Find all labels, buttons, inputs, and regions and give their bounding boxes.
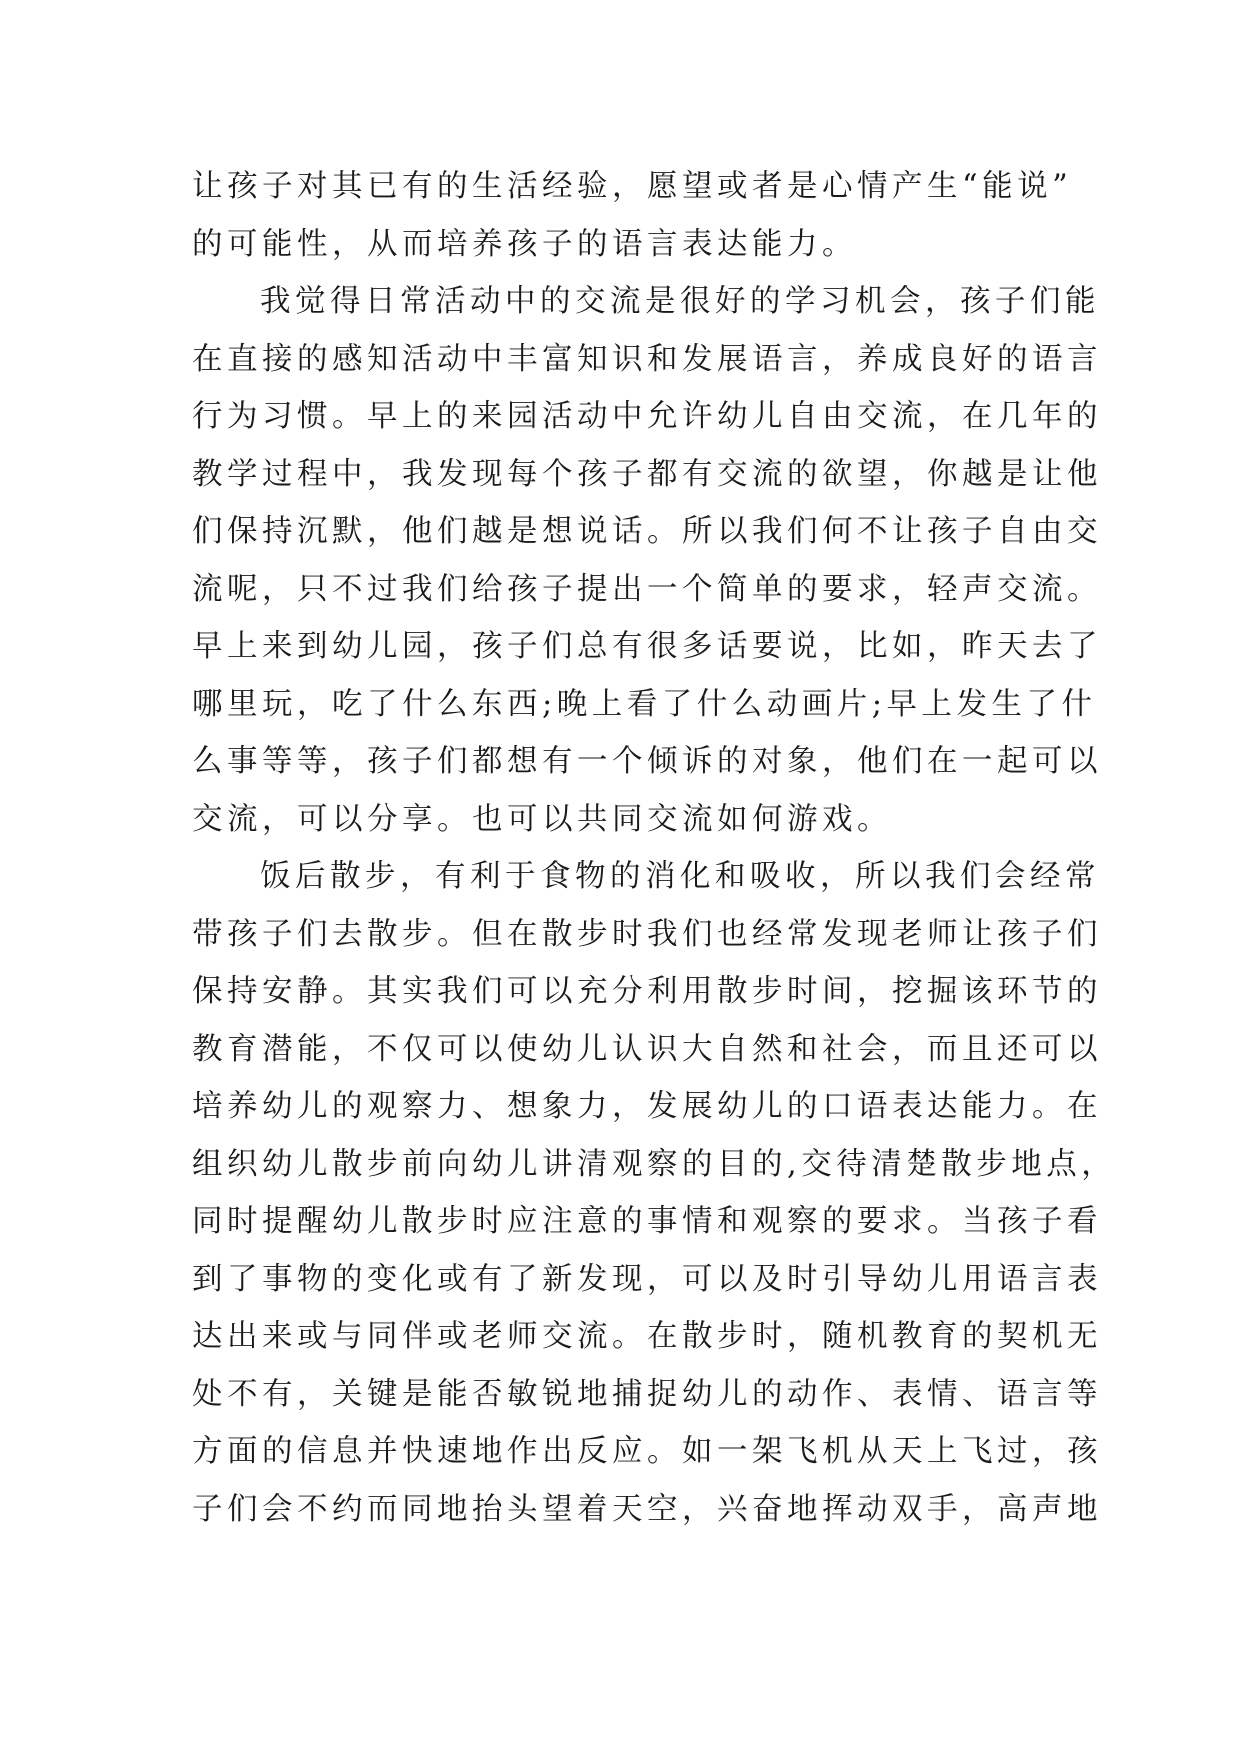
paragraph-2-line-3: 行为习惯。早上的来园活动中允许幼儿自由交流，在几年的 [192,399,1102,434]
paragraph-2-line-2: 在直接的感知活动中丰富知识和发展语言，养成良好的语言 [192,341,1102,377]
paragraph-2-line-5: 们保持沉默，他们越是想说话。所以我们何不让孩子自由交 [192,514,1102,549]
paragraph-3-line-4: 教育潜能，不仅可以使幼儿认识大自然和社会，而且还可以 [192,1031,1102,1067]
paragraph-2-line-7: 早上来到幼儿园，孩子们总有很多话要说，比如，昨天去了 [192,629,1102,664]
paragraph-3-line-6: 组织幼儿散步前向幼儿讲清观察的目的,交待清楚散步地点， [192,1146,1117,1182]
paragraph-1-line-1: 让孩子对其已有的生活经验，愿望或者是心情产生“能说” [192,169,1073,204]
paragraph-2-line-9: 么事等等，孩子们都想有一个倾诉的对象，他们在一起可以 [192,744,1102,779]
paragraph-3-line-3: 保持安静。其实我们可以充分利用散步时间，挖掘该环节的 [192,974,1102,1009]
paragraph-3-line-8: 到了事物的变化或有了新发现，可以及时引导幼儿用语言表 [192,1261,1102,1297]
paragraph-3-line-1: 饭后散步，有利于食物的消化和吸收，所以我们会经常 [260,859,1100,894]
paragraph-3-line-9: 达出来或与同伴或老师交流。在散步时，随机教育的契机无 [192,1319,1102,1354]
paragraph-3-line-10: 处不有，关键是能否敏锐地捕捉幼儿的动作、表情、语言等 [192,1376,1102,1412]
paragraph-3-line-5: 培养幼儿的观察力、想象力，发展幼儿的口语表达能力。在 [192,1089,1102,1124]
paragraph-1-line-2: 的可能性，从而培养孩子的语言表达能力。 [192,226,857,262]
paragraph-2-line-1: 我觉得日常活动中的交流是很好的学习机会，孩子们能 [260,284,1100,319]
paragraph-2-line-8: 哪里玩，吃了什么东西;晚上看了什么动画片;早上发生了什 [192,686,1097,722]
body-text [192,158,1117,1538]
paragraph-2-line-6: 流呢，只不过我们给孩子提出一个简单的要求，轻声交流。 [192,571,1102,607]
paragraph-2-line-4: 教学过程中，我发现每个孩子都有交流的欲望，你越是让他 [192,456,1102,492]
paragraph-3-line-12: 子们会不约而同地抬头望着天空，兴奋地挥动双手，高声地 [192,1491,1102,1527]
paragraph-3-line-11: 方面的信息并快速地作出反应。如一架飞机从天上飞过，孩 [192,1434,1102,1469]
paragraph-3-line-2: 带孩子们去散步。但在散步时我们也经常发现老师让孩子们 [192,916,1102,952]
paragraph-3-line-7: 同时提醒幼儿散步时应注意的事情和观察的要求。当孩子看 [192,1204,1102,1239]
paragraph-2-line-10: 交流，可以分享。也可以共同交流如何游戏。 [192,801,892,837]
